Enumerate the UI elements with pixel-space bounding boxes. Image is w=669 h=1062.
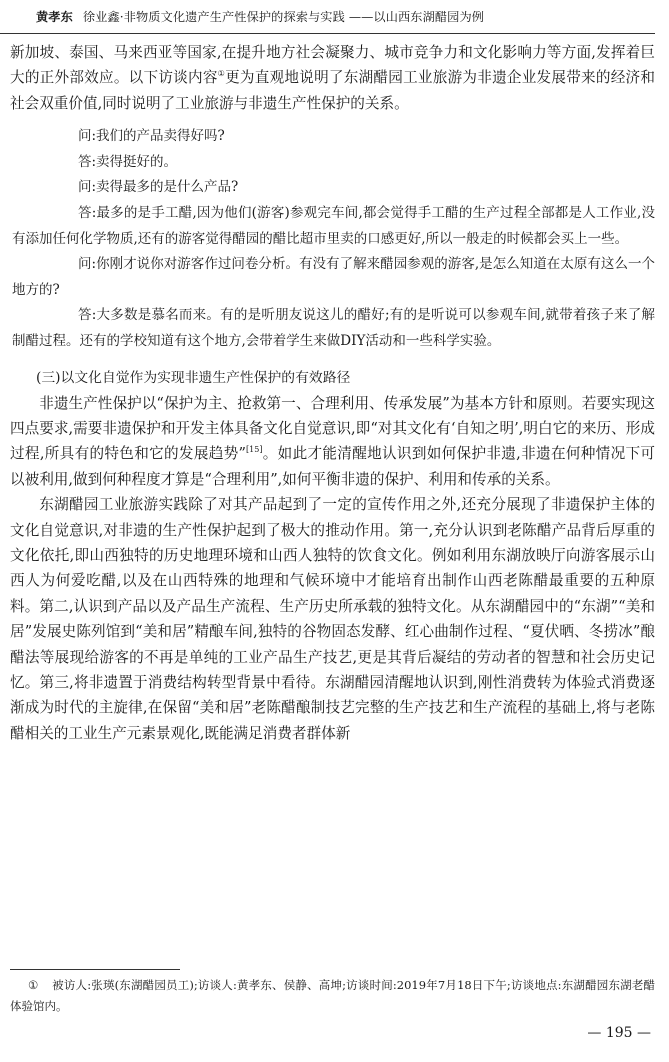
citation-ref: [15]: [246, 445, 263, 455]
footnote-text: 被访人:张瑛(东湖醋园员工);访谈人:黄孝东、侯静、高坤;访谈时间:2019年7月18日下午;访谈地点:东湖醋园东湖老醋体验馆内。: [10, 978, 655, 1013]
interview-block: [10, 124, 655, 354]
footnote-ref: ①: [217, 69, 226, 79]
footnote: [10, 975, 655, 1017]
footnote-rule: [10, 969, 180, 970]
interview-line: 答:最多的是手工醋,因为他们(游客)参观完车间,都会觉得手工醋的生产过程全部都是人工作业,没有添加任何化学物质,还有的游客觉得醋园的醋比超市里卖的口感更好,所以一般走的时候都会买上一些。: [12, 205, 655, 247]
paragraph-intro: [10, 40, 655, 116]
paragraph-principles-text: 非遗生产性保护以“保护为主、抢救第一、合理利用、传承发展”为基本方针和原则。若要实现这四点要求,需要非遗保护和开发主体具备文化自觉意识,即“对其文化有‘自知之明’,明白它的来历、形成过程,所具有的特色和它的发展趋势”: [10, 394, 655, 463]
header-rule: [0, 33, 655, 34]
interview-line: 问:卖得最多的是什么产品?: [78, 179, 239, 196]
paragraph-principles-tail: 。如此才能清醒地认识到如何保护非遗,非遗在何种情况下可以被利用,做到何种程度才算是“合理利用”,如何平衡非遗的保护、利用和传承的关系。: [10, 445, 655, 488]
header-author: 黄孝东: [36, 10, 73, 24]
paragraph-intro-tail: 更为直观地说明了东湖醋园工业旅游为非遗企业发展带来的经济和社会双重价值,同时说明了工业旅游与非遗生产性保护的关系。: [10, 69, 655, 112]
header-title: 徐业鑫·非物质文化遗产生产性保护的探索与实践 ——以山西东湖醋园为例: [82, 10, 485, 24]
interview-line: 答:大多数是慕名而来。有的是听朋友说这儿的醋好;有的是听说可以参观车间,就带着孩子来了解制醋过程。还有的学校知道有这个地方,会带着学生来做DIY活动和一些科学实验。: [12, 307, 655, 349]
section-heading: (三)以文化自觉作为实现非遗生产性保护的有效路径: [36, 369, 351, 386]
page-number: — 195 —: [587, 1025, 651, 1041]
paragraph-practice: 东湖醋园工业旅游实践除了对其产品起到了一定的宣传作用之外,还充分展现了非遗保护主体的文化自觉意识,对非遗的生产性保护起到了极大的推动作用。第一,充分认识到老陈醋产品背后厚重的文化依托,即山西独特的历史地理环境和山西人独特的饮食文化。例如利用东湖放映厅向游客展示山西人为何爱吃醋,以及在山西特殊的地理和气候环境中才能培育出制作山西老陈醋最重要的五种原料。第二,认识到产品以及产品生产流程、生产历史所承载的独特文化。从东湖醋园中的“东湖”“美和居”发展史陈列馆到“美和居”精酿车间,独特的谷物固态发酵、红心曲制作过程、“夏伏晒、冬捞冰”酿醋法等展现给游客的不再是单纯的工业产品生产技艺,更是其背后凝结的劳动者的智慧和社会历史记忆。第三,将非遗置于消费结构转型背景中看待。东湖醋园清醒地认识到,刚性消费转为体验式消费逐渐成为时代的主旋律,在保留“美和居”老陈醋酿制技艺完整的生产技艺和生产流程的基础上,将与老陈醋相关的工业生产元素景观化,既能满足消费者群体新: [10, 496, 655, 742]
interview-line: 问:我们的产品卖得好吗?: [78, 128, 225, 145]
footnote-mark: ①: [28, 978, 39, 992]
interview-line: 问:你刚才说你对游客作过问卷分析。有没有了解来醋园参观的游客,是怎么知道在太原有这么一个地方的?: [12, 256, 655, 298]
body-text: [10, 40, 655, 746]
paragraph-principles: [10, 391, 655, 493]
paragraph-intro-text: 新加坡、泰国、马来西亚等国家,在提升地方社会凝聚力、城市竞争力和文化影响力等方面,发挥着巨大的正外部效应。以下访谈内容: [10, 44, 655, 87]
running-header: [36, 8, 655, 30]
interview-line: 答:卖得挺好的。: [78, 153, 178, 170]
